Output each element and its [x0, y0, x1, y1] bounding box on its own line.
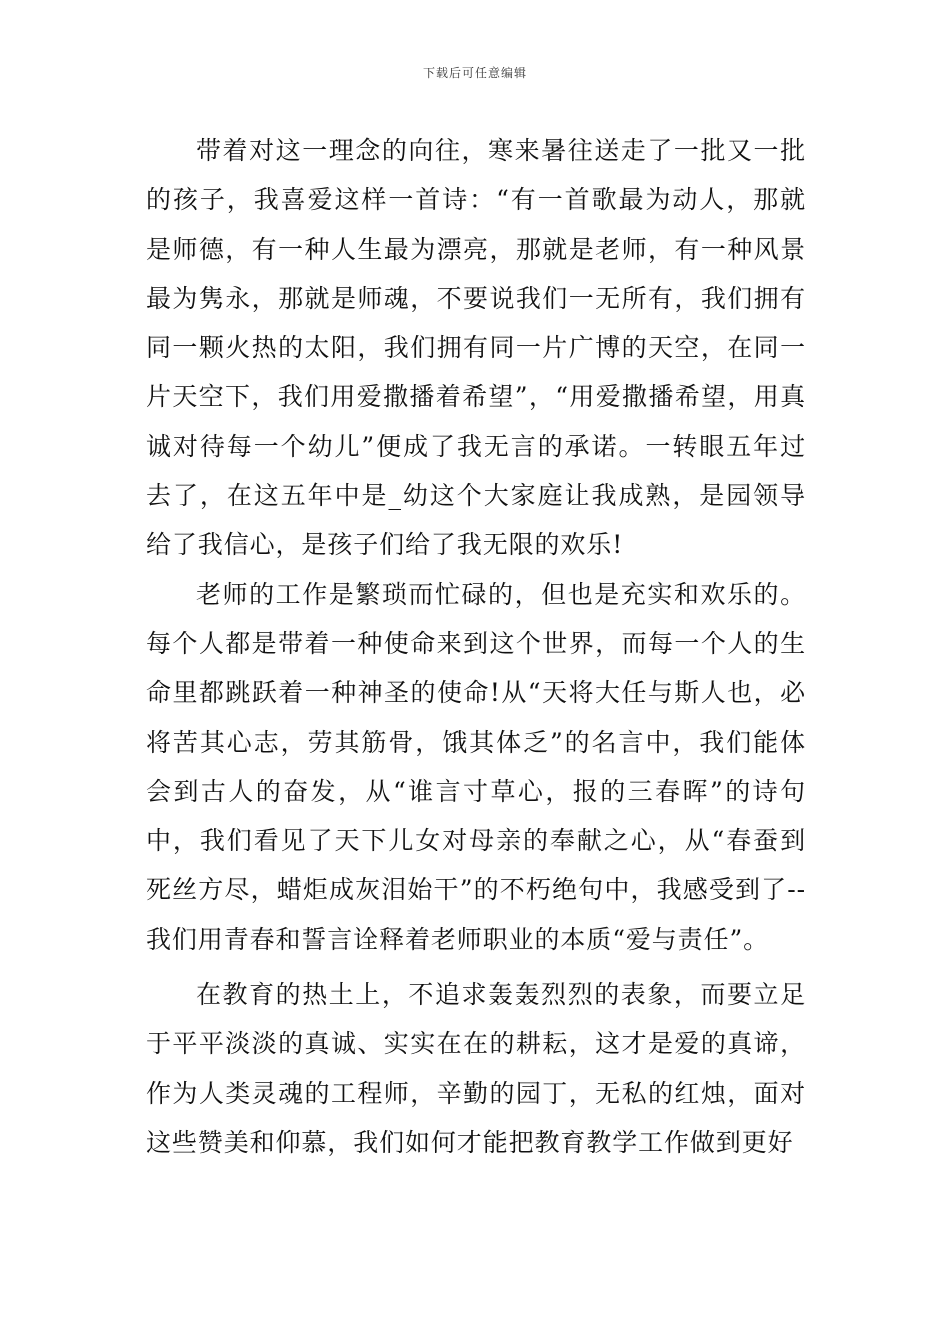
paragraph: 在教育的热土上，不追求轰轰烈烈的表象，而要立足于平平淡淡的真诚、实实在在的耕耘，这才是爱的真谛，作为人类灵魂的工程师，辛勤的园丁，无私的红烛，面对这些赞美和仰慕，我们如何才能把教育教学工作做到更好 — [146, 980, 806, 1157]
paragraph: 带着对这一理念的向往，寒来暑往送走了一批又一批的孩子，我喜爱这样一首诗：“有一首歌最为动人，那就是师德，有一种人生最为漂亮，那就是老师，有一种风景最为隽永，那就是师魂，不要说我们一无所有，我们拥有同一颗火热的太阳，我们拥有同一片广博的天空，在同一片天空下，我们用爱撒播着希望”，“用爱撒播希望，用真诚对待每一个幼儿”便成了我无言的承诺。一转眼五年过去了，在这五年中是_幼这个大家庭让我成熟，是园领导给了我信心，是孩子们给了我无限的欢乐! — [146, 136, 806, 560]
document-body — [146, 126, 806, 1167]
page-header: 下载后可任意编辑 — [422, 66, 527, 80]
paragraph: 老师的工作是繁琐而忙碌的，但也是充实和欢乐的。每个人都是带着一种使命来到这个世界，而每一个人的生命里都跳跃着一种神圣的使命!从“天将大任与斯人也，必将苦其心志，劳其筋骨，饿其体乏”的名言中，我们能体会到古人的奋发，从“谁言寸草心，报的三春晖”的诗句中，我们看见了天下儿女对母亲的奉献之心，从“春蚕到死丝方尽，蜡炬成灰泪始干”的不朽绝句中，我感受到了--我们用青春和誓言诠释着老师职业的本质“爱与责任”。 — [146, 579, 806, 954]
